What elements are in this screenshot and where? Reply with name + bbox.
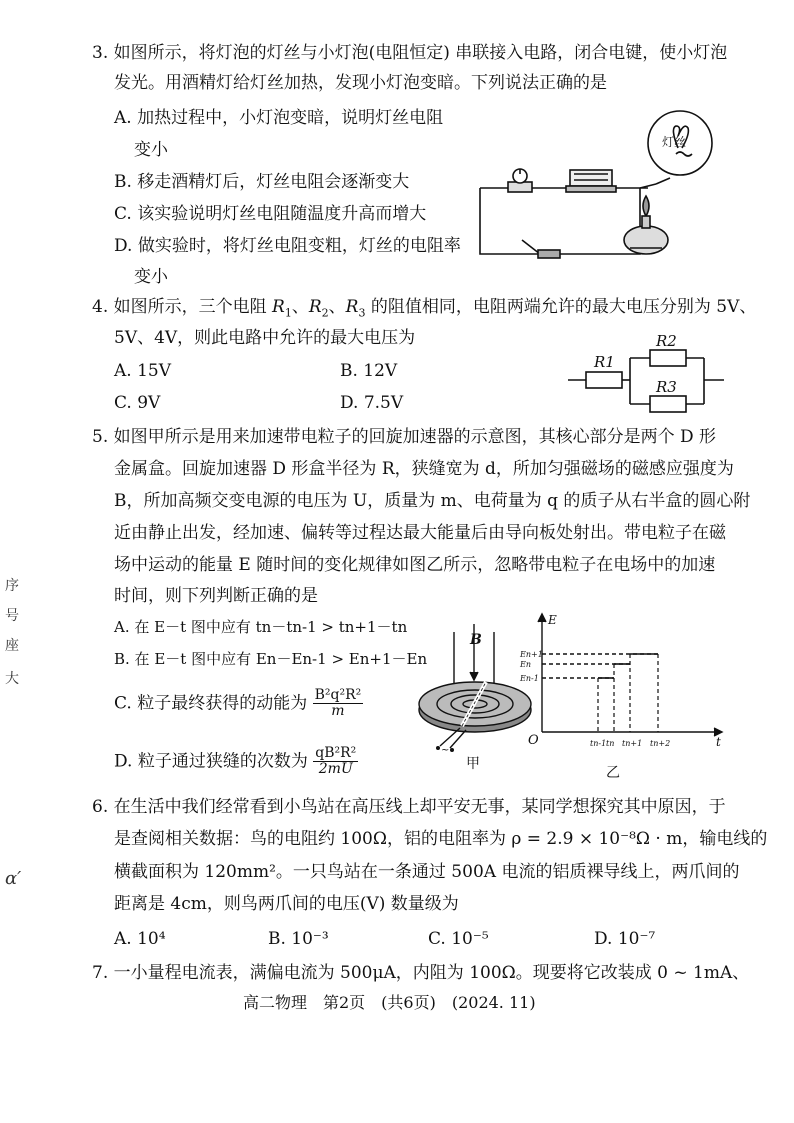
margin-mark-5: α′	[5, 868, 22, 889]
q6-option-c: C. 10⁻⁵	[428, 929, 489, 949]
q5-graph-x-axis-label: t	[716, 735, 721, 749]
q3-option-c: C. 该实验说明灯丝电阻随温度升高而增大	[114, 204, 427, 224]
q4-option-b: B. 12V	[340, 361, 398, 381]
q4-r1-label: R1	[594, 353, 615, 371]
q5-option-d-numerator: qB²R²	[315, 745, 357, 761]
q5-option-b: B. 在 E－t 图中应有 En－En-1 > En+1－En	[114, 650, 428, 668]
q5-option-d-text: D. 粒子通过狭缝的次数为	[114, 751, 308, 772]
q5-stem-line5: 场中运动的能量 E 随时间的变化规律如图乙所示，忽略带电粒子在电场中的加速	[114, 555, 716, 575]
q4-option-c: C. 9V	[114, 393, 161, 413]
q5-figure-jia-caption: 甲	[466, 756, 480, 772]
graph-y-tick-2: En-1	[520, 674, 539, 683]
graph-y-tick-0: En+1	[520, 650, 543, 659]
q3-stem-line2: 发光。用酒精灯给灯丝加热，发现小灯泡变暗。下列说法正确的是	[114, 73, 607, 93]
graph-x-tick-3: tn+2	[650, 739, 671, 748]
q4-r3-label: R3	[656, 378, 677, 396]
q5-energy-time-graph	[518, 612, 728, 782]
q4-option-a: A. 15V	[114, 361, 171, 381]
graph-x-tick-1: tn	[606, 739, 615, 748]
q5-graph-y-axis-label: E	[548, 613, 557, 627]
q4-stem-line1-post: 的阻值相同，电阻两端允许的最大电压分别为 5V、	[365, 297, 757, 317]
q3-option-d-line1: D. 做实验时，将灯丝电阻变粗，灯丝的电阻率	[114, 236, 461, 256]
q4-r2-label: R2	[656, 332, 677, 350]
q4-stem-line2: 5V、4V，则此电路中允许的最大电压为	[114, 328, 416, 348]
q3-stem-line1: 3. 如图所示，将灯泡的灯丝与小灯泡(电阻恒定) 串联接入电路，闭合电键，使小灯泡	[92, 43, 728, 63]
graph-x-tick-0: tn-1	[590, 739, 607, 748]
q6-option-d: D. 10⁻⁷	[594, 929, 656, 949]
graph-x-tick-2: tn+1	[622, 739, 643, 748]
margin-mark-2: 号	[5, 608, 19, 624]
q4-stem-line1: 4. 如图所示，三个电阻 $R_1$、$R_2$、$R_3$ 的阻值相同，电阻两端允许的最大电压分别为 5V、	[92, 297, 757, 320]
q5-option-d-denominator: 2mU	[318, 761, 353, 778]
q4-resistor-circuit	[568, 334, 728, 414]
q5-option-c-fraction	[313, 688, 364, 720]
q5-option-c-denominator: m	[331, 703, 345, 720]
margin-mark-1: 序	[5, 578, 19, 594]
q6-stem-line3: 横截面积为 120mm²。一只鸟站在一条通过 500A 电流的铝质裸导线上，两爪间的	[114, 862, 740, 882]
margin-mark-3: 座	[5, 638, 19, 654]
margin-mark-4: 大	[5, 671, 19, 687]
q5-stem-line4: 近由静止出发，经加速、偏转等过程达最大能量后由导向板处射出。带电粒子在磁	[114, 523, 726, 543]
q6-stem-line2: 是查阅相关数据：鸟的电阻约 100Ω，铝的电阻率为 ρ = 2.9 × 10⁻⁸Ω · m，输电线的	[114, 829, 768, 849]
q6-stem-line1: 6. 在生活中我们经常看到小鸟站在高压线上却平安无事，某同学想探究其中原因，于	[92, 797, 726, 817]
q5-option-d-fraction	[313, 746, 358, 778]
graph-y-tick-1: En	[520, 660, 531, 669]
q5-figure-yi-caption: 乙	[606, 765, 620, 781]
q3-filament-label: 灯丝	[662, 135, 687, 149]
q5-stem-line2: 金属盒。回旋加速器 D 形盒半径为 R，狭缝宽为 d，所加匀强磁场的磁感应强度为	[114, 459, 734, 479]
q4-stem-line1-pre: 4. 如图所示，三个电阻	[92, 297, 273, 317]
q3-option-d-line2: 变小	[134, 267, 168, 287]
q5-graph-origin-label: O	[528, 733, 539, 748]
q6-option-b: B. 10⁻³	[268, 929, 329, 949]
q3-option-b: B. 移走酒精灯后，灯丝电阻会逐渐变大	[114, 172, 410, 192]
q6-option-a: A. 10⁴	[114, 929, 166, 949]
q5-magnetic-field-label: B	[470, 632, 482, 648]
q5-ac-source-symbol: ~	[441, 745, 450, 756]
q5-stem-line6: 时间，则下列判断正确的是	[114, 586, 318, 606]
q5-option-a: A. 在 E－t 图中应有 tn－tn-1 > tn+1－tn	[114, 618, 408, 636]
page-footer: 高二物理 第2页 (共6页) (2024. 11)	[243, 993, 536, 1012]
q3-option-a-line1: A. 加热过程中，小灯泡变暗，说明灯丝电阻	[114, 108, 444, 128]
q3-option-a-line2: 变小	[134, 140, 168, 160]
q5-stem-line3: B，所加高频交变电源的电压为 U，质量为 m、电荷量为 q 的质子从右半盒的圆心附	[114, 491, 751, 511]
q6-stem-line4: 距离是 4cm，则鸟两爪间的电压(V) 数量级为	[114, 894, 459, 914]
q4-option-d: D. 7.5V	[340, 393, 404, 413]
q5-option-c-numerator: B²q²R²	[314, 687, 362, 703]
q5-option-d	[114, 746, 358, 778]
q5-option-c	[114, 688, 363, 720]
q5-option-c-text: C. 粒子最终获得的动能为	[114, 693, 308, 714]
q3-circuit-figure	[470, 108, 720, 268]
q7-stem-line1: 7. 一小量程电流表，满偏电流为 500μA，内阻为 100Ω。现要将它改装成 0 ~ 1mA、	[92, 963, 750, 983]
q5-stem-line1: 5. 如图甲所示是用来加速带电粒子的回旋加速器的示意图，其核心部分是两个 D 形	[92, 427, 717, 447]
